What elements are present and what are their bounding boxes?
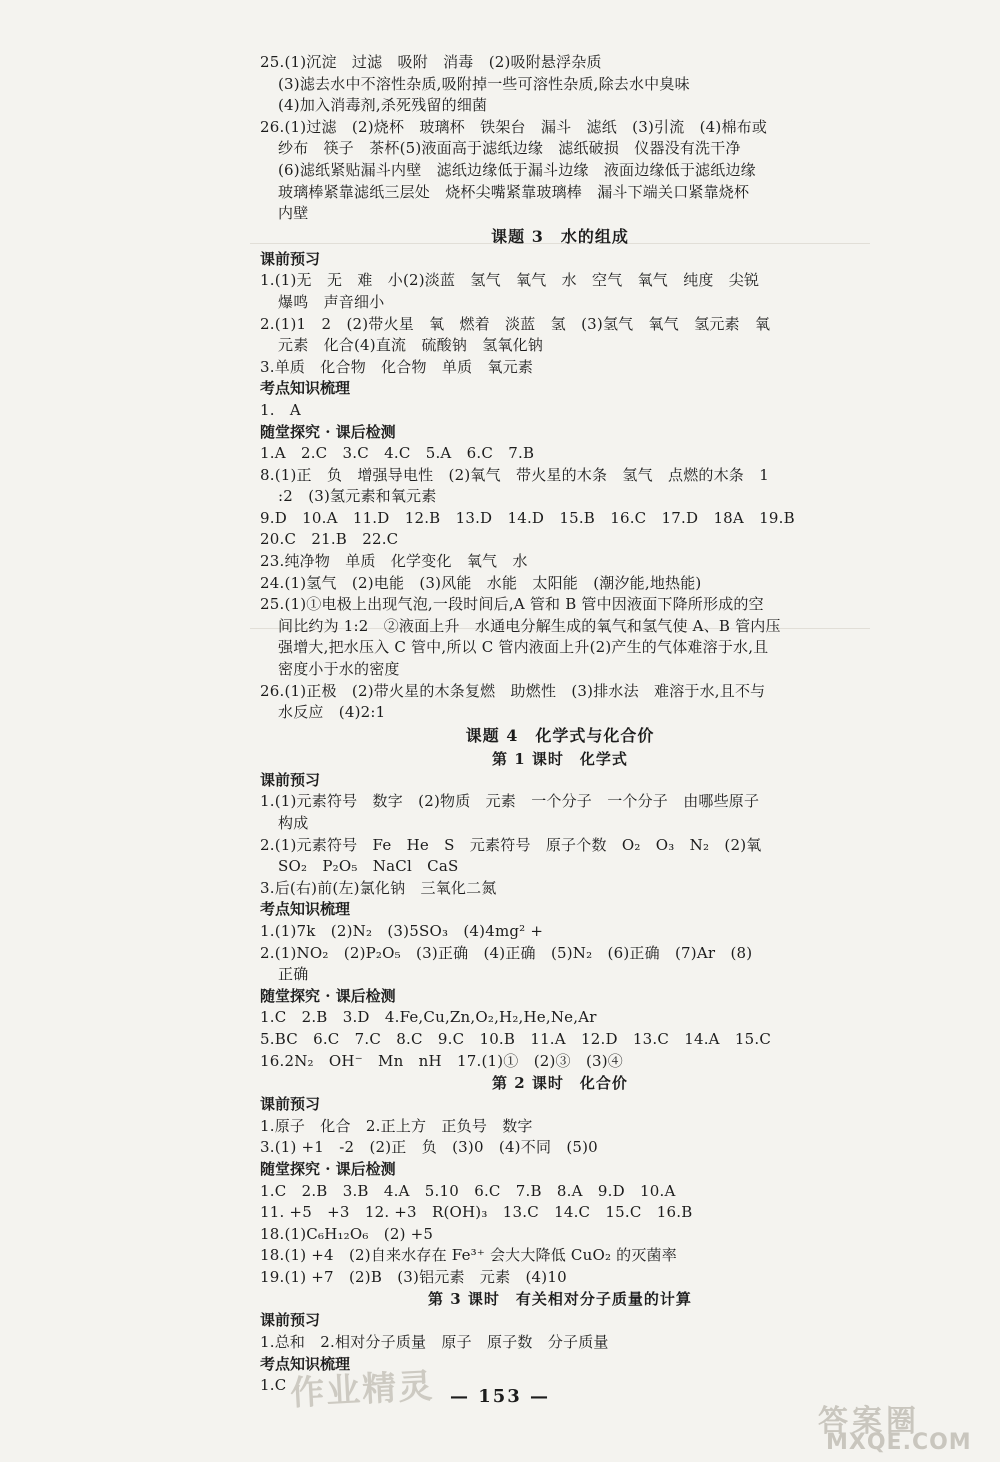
answer-line: 24.(1)氢气 (2)电能 (3)风能 水能 太阳能 (潮汐能,地热能) xyxy=(260,573,702,592)
answer-line: 1.(1)无 无 难 小(2)淡蓝 氢气 氧气 水 空气 氧气 纯度 尖锐 xyxy=(260,271,760,290)
answer-line: 16.2N₂ OH⁻ Mn nH 17.(1)① (2)③ (3)④ xyxy=(260,1051,623,1070)
period-title: 第 1 课时 化学式 xyxy=(492,749,628,768)
answer-line-continued: 正确 xyxy=(278,965,309,984)
answer-line-continued: SO₂ P₂O₅ NaCl CaS xyxy=(278,857,459,876)
watermark-logo xyxy=(818,1396,988,1456)
answer-line: 18.(1) +4 (2)自来水存在 Fe³⁺ 会大大降低 CuO₂ 的灭菌率 xyxy=(260,1246,677,1265)
section-heading: 课前预习 xyxy=(260,249,321,268)
answer-line-continued: :2 (3)氢元素和氧元素 xyxy=(278,487,437,506)
answer-line-continued: 构成 xyxy=(278,814,309,832)
section-heading: 考点知识梳理 xyxy=(260,900,351,919)
answer-line: 3.单质 化合物 化合物 单质 氧元素 xyxy=(260,357,534,376)
answer-line: 20.C 21.B 22.C xyxy=(260,530,399,549)
answer-line-continued: (6)滤纸紧贴漏斗内壁 滤纸边缘低于漏斗边缘 液面边缘低于滤纸边缘 xyxy=(278,160,756,179)
answer-line: 1.C 2.B 3.B 4.A 5.10 6.C 7.B 8.A 9.D 10.A xyxy=(260,1181,676,1200)
answer-line-continued: 内壁 xyxy=(278,204,309,223)
answer-line-continued: 爆鸣 声音细小 xyxy=(278,292,385,311)
answer-line-continued: 玻璃棒紧靠滤纸三层处 烧杯尖嘴紧靠玻璃棒 漏斗下端关口紧靠烧杯 xyxy=(278,182,750,201)
answer-line: 1.(1)元素符号 数字 (2)物质 元素 一个分子 一个分子 由哪些原子 xyxy=(260,792,760,811)
answer-line: 3.(1) +1 -2 (2)正 负 (3)0 (4)不同 (5)0 xyxy=(260,1138,598,1157)
answer-line: 3.后(右)前(左)氯化钠 三氧化二氮 xyxy=(260,878,497,897)
answer-line: 1.总和 2.相对分子质量 原子 原子数 分子质量 xyxy=(260,1333,609,1352)
answer-line: 23.纯净物 单质 化学变化 氧气 水 xyxy=(260,552,528,571)
answer-line-continued: 强增大,把水压入 C 管中,所以 C 管内液面上升(2)产生的气体难溶于水,且 xyxy=(278,638,769,657)
answer-line: 5.BC 6.C 7.C 8.C 9.C 10.B 11.A 12.D 13.C 14.A 15.C xyxy=(260,1029,772,1048)
answer-line-continued: (4)加入消毒剂,杀死残留的细菌 xyxy=(278,96,488,115)
watermark-left: 作业精灵 xyxy=(289,1366,436,1414)
answer-line: 2.(1)元素符号 Fe He S 元素符号 原子个数 O₂ O₃ N₂ (2)氧 xyxy=(260,835,762,854)
answer-line-continued: 纱布 筷子 茶杯(5)液面高于滤纸边缘 滤纸破损 仪器没有洗干净 xyxy=(278,139,741,158)
answer-line: 9.D 10.A 11.D 12.B 13.D 14.D 15.B 16.C 17.D 18A 19.B xyxy=(260,508,795,527)
answer-line: 1.原子 化合 2.正上方 正负号 数字 xyxy=(260,1116,533,1135)
answer-line: 11. +5 +3 12. +3 R(OH)₃ 13.C 14.C 15.C 16.B xyxy=(260,1203,693,1222)
answer-line: 2.(1)NO₂ (2)P₂O₅ (3)正确 (4)正确 (5)N₂ (6)正确 (7)Ar (8) xyxy=(260,943,753,962)
period-title: 第 2 课时 化合价 xyxy=(492,1074,628,1093)
section-heading: 随堂探究 · 课后检测 xyxy=(260,1159,396,1178)
section-heading: 考点知识梳理 xyxy=(260,379,351,398)
answer-line: 1.A 2.C 3.C 4.C 5.A 6.C 7.B xyxy=(260,444,535,463)
page-number: — 153 — xyxy=(449,1386,551,1407)
answer-line: 2.(1)1 2 (2)带火星 氧 燃着 淡蓝 氢 (3)氢气 氧气 氢元素 氧 xyxy=(260,314,771,333)
answer-line-continued: 间比约为 1:2 ②液面上升 水通电分解生成的氧气和氢气使 A、B 管内压 xyxy=(278,616,781,635)
watermark-url: MXQE.COM xyxy=(826,1430,972,1455)
answer-line: 8.(1)正 负 增强导电性 (2)氧气 带火星的木条 氢气 点燃的木条 1 xyxy=(260,465,769,484)
answer-line: 1.(1)7k (2)N₂ (3)5SO₃ (4)4mg² + xyxy=(260,921,544,940)
answer-line-continued: 密度小于水的密度 xyxy=(278,660,400,679)
answer-line: 1. A xyxy=(260,400,301,419)
section-heading: 考点知识梳理 xyxy=(260,1354,351,1373)
answer-line: 25.(1)沉淀 过滤 吸附 消毒 (2)吸附悬浮杂质 xyxy=(260,53,602,71)
answer-line: 1.C xyxy=(260,1376,287,1395)
answer-line: 26.(1)过滤 (2)烧杯 玻璃杯 铁架台 漏斗 滤纸 (3)引流 (4)棉布或 xyxy=(260,117,768,136)
answer-line: 18.(1)C₆H₁₂O₆ (2) +5 xyxy=(260,1224,434,1243)
answer-line-continued: (3)滤去水中不溶性杂质,吸附掉一些可溶性杂质,除去水中臭味 xyxy=(278,74,690,93)
answer-line-continued: 水反应 (4)2:1 xyxy=(278,703,386,722)
lesson-title: 课题 4 化学式与化合价 xyxy=(465,725,655,745)
answer-line: 26.(1)正极 (2)带火星的木条复燃 助燃性 (3)排水法 难溶于水,且不与 xyxy=(260,681,766,700)
answer-line: 1.C 2.B 3.D 4.Fe,Cu,Zn,O₂,H₂,He,Ne,Ar xyxy=(260,1008,597,1027)
answer-line: 25.(1)①电极上出现气泡,一段时间后,A 管和 B 管中因液面下降所形成的空 xyxy=(260,595,764,614)
answer-line-continued: 元素 化合(4)直流 硫酸钠 氢氧化钠 xyxy=(278,336,544,355)
period-title: 第 3 课时 有关相对分子质量的计算 xyxy=(428,1290,692,1309)
section-heading: 随堂探究 · 课后检测 xyxy=(260,986,396,1005)
answer-line: 19.(1) +7 (2)B (3)铝元素 元素 (4)10 xyxy=(260,1267,567,1286)
section-heading: 随堂探究 · 课后检测 xyxy=(260,422,396,441)
lesson-title: 课题 3 水的组成 xyxy=(491,226,629,246)
watermark-badge: 答案圈 xyxy=(818,1404,920,1439)
answer-content xyxy=(260,52,860,1397)
section-heading: 课前预习 xyxy=(260,1095,321,1114)
section-heading: 课前预习 xyxy=(260,770,321,789)
section-heading: 课前预习 xyxy=(260,1311,321,1330)
